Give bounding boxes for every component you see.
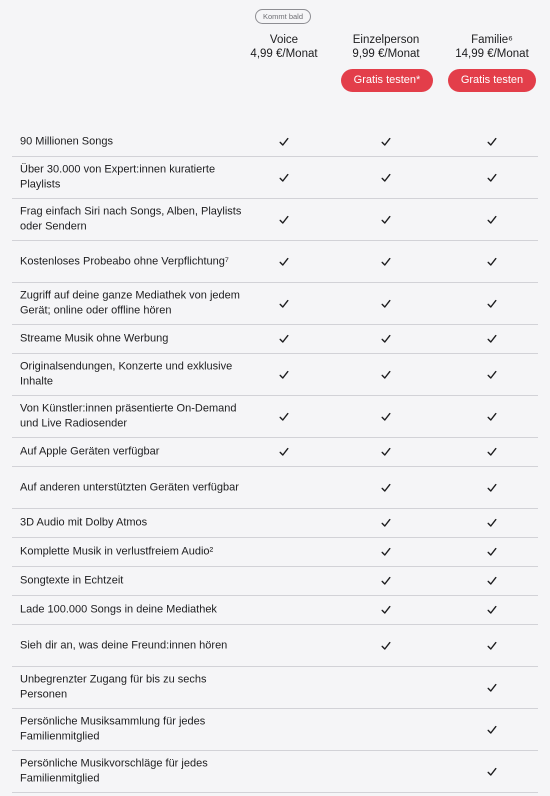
coming-soon-badge: Kommt bald — [255, 9, 311, 24]
try-free-individual-button[interactable]: Gratis testen* — [341, 69, 433, 92]
table-row — [12, 509, 538, 538]
plan-name: Voice — [269, 34, 299, 46]
table-row — [12, 438, 538, 467]
feature-label: Persönliche Musiksammlung für jedes Familienmitglied — [20, 715, 206, 743]
checkmark-icon — [486, 766, 498, 778]
checkmark-icon — [278, 298, 290, 310]
checkmark-icon — [486, 546, 498, 558]
checkmark-icon — [486, 411, 498, 423]
table-row — [12, 625, 538, 667]
checkmark-icon — [278, 333, 290, 345]
checkmark-icon — [380, 575, 392, 587]
table-row — [12, 396, 538, 438]
table-row — [12, 283, 538, 325]
checkmark-icon — [486, 640, 498, 652]
checkmark-icon — [380, 256, 392, 268]
checkmark-icon — [486, 136, 498, 148]
checkmark-icon — [380, 298, 392, 310]
table-row — [12, 241, 538, 283]
checkmark-icon — [486, 369, 498, 381]
checkmark-icon — [278, 172, 290, 184]
table-row — [12, 596, 538, 625]
checkmark-icon — [380, 482, 392, 494]
checkmark-icon — [486, 575, 498, 587]
plan-price: 4,99 €/Monat — [250, 48, 318, 60]
table-row — [12, 567, 538, 596]
table-row — [12, 157, 538, 199]
checkmark-icon — [380, 640, 392, 652]
checkmark-icon — [486, 172, 498, 184]
feature-label: Unbegrenzter Zugang für bis zu sechs Personen — [20, 673, 207, 701]
table-row — [12, 709, 538, 751]
feature-label: Von Künstler:innen präsentierte On-Demand und Live Radiosender — [20, 402, 237, 430]
table-row — [12, 354, 538, 396]
feature-label: Zugriff auf deine ganze Mediathek von jedem Gerät; online oder offline hören — [20, 289, 240, 317]
table-row — [12, 128, 538, 157]
feature-label: Songtexte in Echtzeit — [20, 574, 124, 587]
checkmark-icon — [380, 369, 392, 381]
checkmark-icon — [380, 333, 392, 345]
checkmark-icon — [486, 724, 498, 736]
plan-voice — [229, 33, 339, 61]
feature-label: Über 30.000 von Expert:innen kuratierte Playlists — [20, 163, 216, 191]
checkmark-icon — [380, 546, 392, 558]
table-row — [12, 751, 538, 793]
plan-price: 14,99 €/Monat — [455, 48, 529, 60]
checkmark-icon — [278, 136, 290, 148]
plan-name: Familie⁶ — [471, 34, 513, 46]
checkmark-icon — [380, 172, 392, 184]
feature-label: Persönliche Musikvorschläge für jedes Familienmitglied — [20, 757, 208, 785]
checkmark-icon — [486, 517, 498, 529]
plan-price: 9,99 €/Monat — [352, 48, 420, 60]
checkmark-icon — [486, 604, 498, 616]
feature-label: Originalsendungen, Konzerte und exklusive Inhalte — [20, 360, 233, 388]
checkmark-icon — [278, 214, 290, 226]
checkmark-icon — [486, 298, 498, 310]
table-row — [12, 538, 538, 567]
feature-label: Auf anderen unterstützten Geräten verfügbar — [20, 480, 239, 493]
checkmark-icon — [278, 256, 290, 268]
feature-label: Lade 100.000 Songs in deine Mediathek — [20, 603, 217, 616]
plan-individual — [331, 33, 441, 61]
feature-label: Kostenloses Probeabo ohne Verpflichtung⁷ — [20, 254, 229, 267]
checkmark-icon — [486, 482, 498, 494]
checkmark-icon — [486, 256, 498, 268]
feature-label: 3D Audio mit Dolby Atmos — [20, 516, 148, 529]
feature-label: Komplette Musik in verlustfreiem Audio² — [20, 545, 214, 558]
checkmark-icon — [486, 214, 498, 226]
checkmark-icon — [380, 136, 392, 148]
checkmark-icon — [380, 517, 392, 529]
feature-label: Auf Apple Geräten verfügbar — [20, 445, 160, 458]
feature-label: Sieh dir an, was deine Freund:innen hören — [20, 638, 228, 651]
plan-header — [0, 0, 550, 128]
checkmark-icon — [486, 446, 498, 458]
checkmark-icon — [278, 446, 290, 458]
checkmark-icon — [278, 369, 290, 381]
feature-comparison-table — [12, 128, 538, 793]
plan-name: Einzelperson — [352, 34, 420, 46]
plan-family — [437, 33, 547, 61]
feature-label: Streame Musik ohne Werbung — [20, 332, 169, 345]
feature-label: Frag einfach Siri nach Songs, Alben, Playlists oder Sendern — [20, 205, 242, 233]
feature-label: 90 Millionen Songs — [20, 135, 113, 148]
checkmark-icon — [486, 333, 498, 345]
checkmark-icon — [278, 411, 290, 423]
checkmark-icon — [380, 214, 392, 226]
checkmark-icon — [380, 604, 392, 616]
table-row — [12, 667, 538, 709]
checkmark-icon — [486, 682, 498, 694]
try-free-family-button[interactable]: Gratis testen — [448, 69, 536, 92]
table-row — [12, 467, 538, 509]
table-row — [12, 325, 538, 354]
table-row — [12, 199, 538, 241]
checkmark-icon — [380, 411, 392, 423]
checkmark-icon — [380, 446, 392, 458]
